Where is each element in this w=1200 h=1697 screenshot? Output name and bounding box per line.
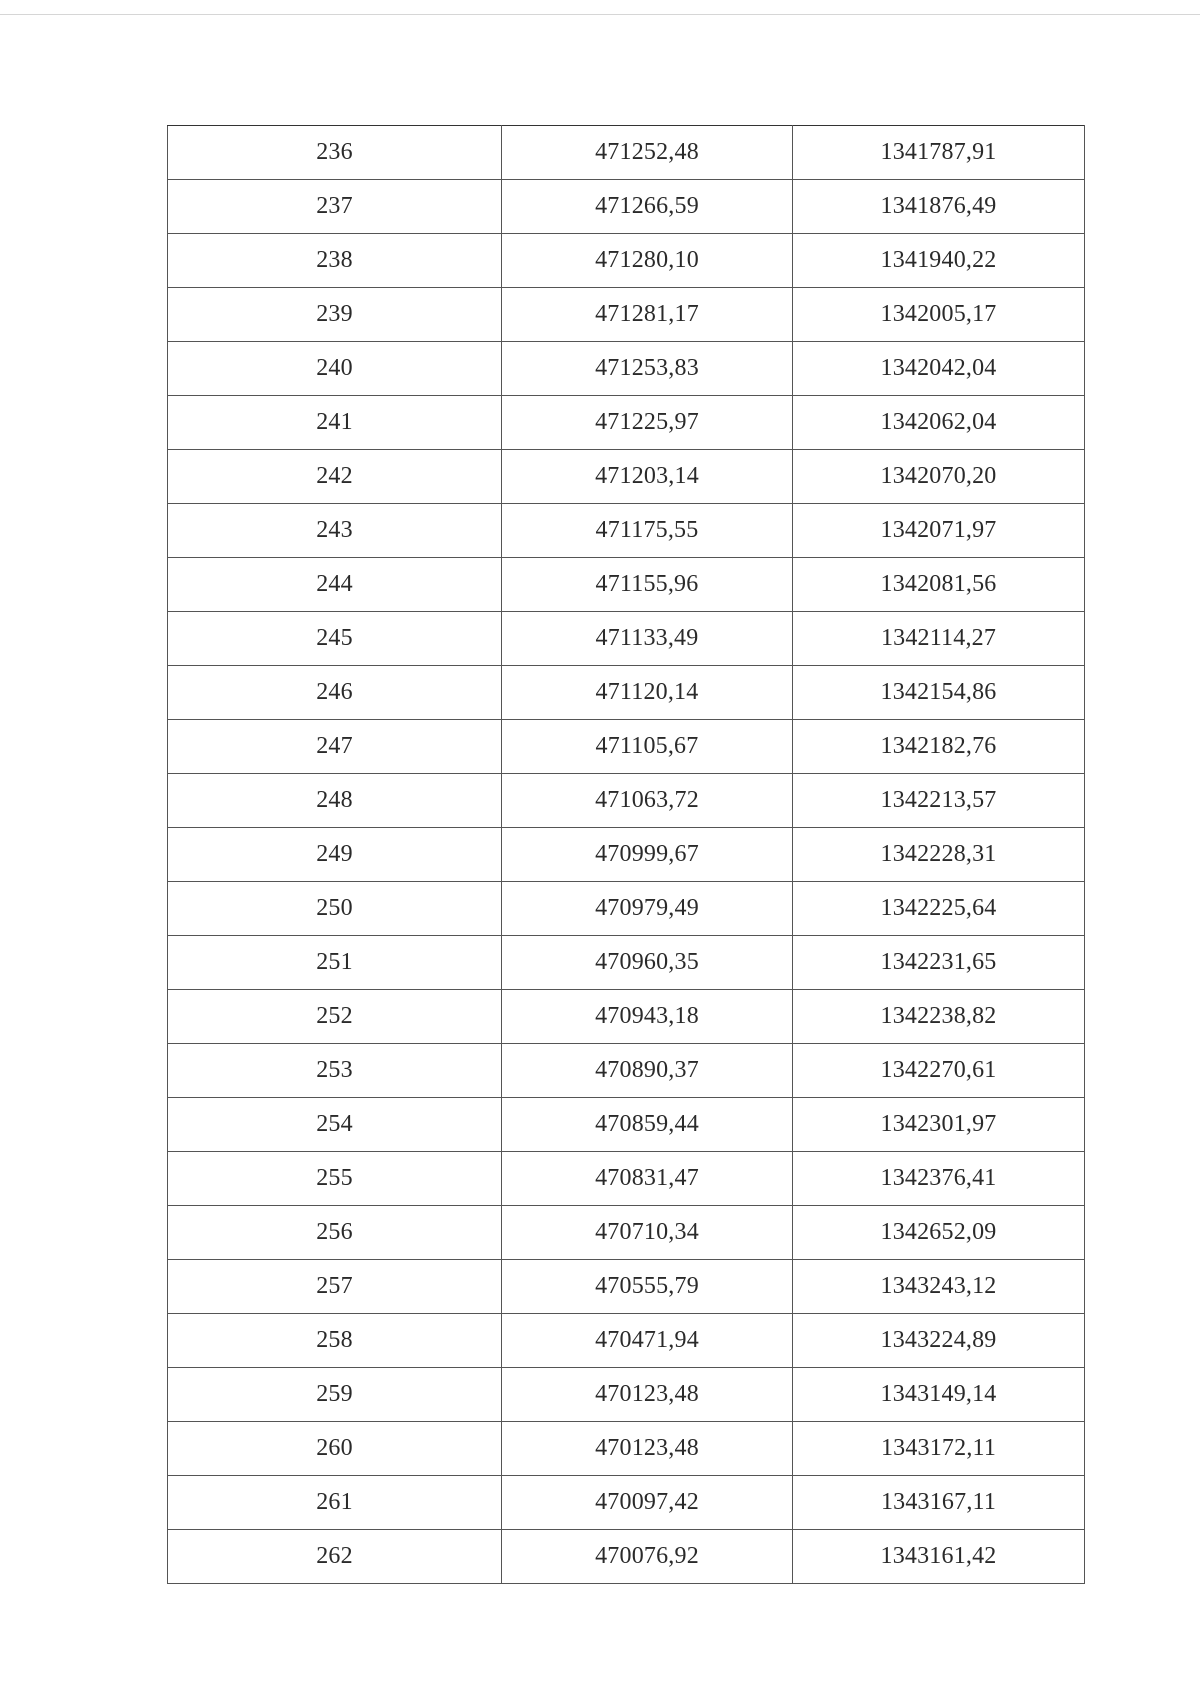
y-coordinate-cell: 1342213,57 [793, 774, 1085, 828]
y-coordinate-cell: 1342182,76 [793, 720, 1085, 774]
x-coordinate-cell: 471133,49 [502, 612, 793, 666]
table-row [168, 1530, 1085, 1584]
point-number-cell: 248 [168, 774, 502, 828]
point-number-cell: 237 [168, 180, 502, 234]
point-number-cell: 257 [168, 1260, 502, 1314]
x-coordinate-cell: 471266,59 [502, 180, 793, 234]
table-row [168, 990, 1085, 1044]
y-coordinate-cell: 1342231,65 [793, 936, 1085, 990]
table-row [168, 1152, 1085, 1206]
point-number-cell: 250 [168, 882, 502, 936]
table-row [168, 1314, 1085, 1368]
x-coordinate-cell: 470076,92 [502, 1530, 793, 1584]
y-coordinate-cell: 1341940,22 [793, 234, 1085, 288]
table-row [168, 558, 1085, 612]
coordinates-table-body [168, 126, 1085, 1584]
y-coordinate-cell: 1342081,56 [793, 558, 1085, 612]
x-coordinate-cell: 470979,49 [502, 882, 793, 936]
x-coordinate-cell: 470555,79 [502, 1260, 793, 1314]
x-coordinate-cell: 471252,48 [502, 126, 793, 180]
x-coordinate-cell: 471203,14 [502, 450, 793, 504]
table-row [168, 882, 1085, 936]
point-number-cell: 241 [168, 396, 502, 450]
table-row [168, 1422, 1085, 1476]
table-row [168, 1044, 1085, 1098]
table-row [168, 1098, 1085, 1152]
point-number-cell: 262 [168, 1530, 502, 1584]
point-number-cell: 253 [168, 1044, 502, 1098]
table-row [168, 936, 1085, 990]
point-number-cell: 258 [168, 1314, 502, 1368]
y-coordinate-cell: 1342005,17 [793, 288, 1085, 342]
table-row [168, 126, 1085, 180]
table-row [168, 504, 1085, 558]
point-number-cell: 254 [168, 1098, 502, 1152]
y-coordinate-cell: 1343167,11 [793, 1476, 1085, 1530]
y-coordinate-cell: 1343172,11 [793, 1422, 1085, 1476]
y-coordinate-cell: 1342270,61 [793, 1044, 1085, 1098]
point-number-cell: 259 [168, 1368, 502, 1422]
x-coordinate-cell: 470859,44 [502, 1098, 793, 1152]
y-coordinate-cell: 1342652,09 [793, 1206, 1085, 1260]
x-coordinate-cell: 470097,42 [502, 1476, 793, 1530]
point-number-cell: 256 [168, 1206, 502, 1260]
point-number-cell: 245 [168, 612, 502, 666]
table-row [168, 180, 1085, 234]
y-coordinate-cell: 1342238,82 [793, 990, 1085, 1044]
x-coordinate-cell: 470890,37 [502, 1044, 793, 1098]
y-coordinate-cell: 1342062,04 [793, 396, 1085, 450]
point-number-cell: 246 [168, 666, 502, 720]
point-number-cell: 249 [168, 828, 502, 882]
x-coordinate-cell: 471063,72 [502, 774, 793, 828]
point-number-cell: 251 [168, 936, 502, 990]
x-coordinate-cell: 470999,67 [502, 828, 793, 882]
coordinates-table [167, 125, 1085, 1584]
table-row [168, 1476, 1085, 1530]
x-coordinate-cell: 471253,83 [502, 342, 793, 396]
table-row [168, 234, 1085, 288]
x-coordinate-cell: 471155,96 [502, 558, 793, 612]
table-row [168, 450, 1085, 504]
point-number-cell: 252 [168, 990, 502, 1044]
x-coordinate-cell: 470123,48 [502, 1368, 793, 1422]
point-number-cell: 260 [168, 1422, 502, 1476]
point-number-cell: 240 [168, 342, 502, 396]
x-coordinate-cell: 470471,94 [502, 1314, 793, 1368]
y-coordinate-cell: 1342042,04 [793, 342, 1085, 396]
x-coordinate-cell: 471175,55 [502, 504, 793, 558]
y-coordinate-cell: 1342225,64 [793, 882, 1085, 936]
y-coordinate-cell: 1342070,20 [793, 450, 1085, 504]
table-row [168, 396, 1085, 450]
x-coordinate-cell: 470943,18 [502, 990, 793, 1044]
point-number-cell: 239 [168, 288, 502, 342]
point-number-cell: 242 [168, 450, 502, 504]
point-number-cell: 238 [168, 234, 502, 288]
x-coordinate-cell: 471105,67 [502, 720, 793, 774]
table-row [168, 288, 1085, 342]
y-coordinate-cell: 1341876,49 [793, 180, 1085, 234]
table-row [168, 720, 1085, 774]
point-number-cell: 255 [168, 1152, 502, 1206]
x-coordinate-cell: 471281,17 [502, 288, 793, 342]
y-coordinate-cell: 1343243,12 [793, 1260, 1085, 1314]
y-coordinate-cell: 1342376,41 [793, 1152, 1085, 1206]
y-coordinate-cell: 1343224,89 [793, 1314, 1085, 1368]
x-coordinate-cell: 471120,14 [502, 666, 793, 720]
point-number-cell: 236 [168, 126, 502, 180]
y-coordinate-cell: 1342071,97 [793, 504, 1085, 558]
y-coordinate-cell: 1341787,91 [793, 126, 1085, 180]
table-row [168, 774, 1085, 828]
y-coordinate-cell: 1343161,42 [793, 1530, 1085, 1584]
table-row [168, 342, 1085, 396]
table-row [168, 612, 1085, 666]
table-row [168, 1368, 1085, 1422]
point-number-cell: 244 [168, 558, 502, 612]
page-top-rule [0, 14, 1200, 15]
x-coordinate-cell: 471225,97 [502, 396, 793, 450]
point-number-cell: 243 [168, 504, 502, 558]
y-coordinate-cell: 1342301,97 [793, 1098, 1085, 1152]
table-row [168, 666, 1085, 720]
table-row [168, 1206, 1085, 1260]
point-number-cell: 261 [168, 1476, 502, 1530]
x-coordinate-cell: 471280,10 [502, 234, 793, 288]
x-coordinate-cell: 470123,48 [502, 1422, 793, 1476]
y-coordinate-cell: 1342114,27 [793, 612, 1085, 666]
y-coordinate-cell: 1342228,31 [793, 828, 1085, 882]
point-number-cell: 247 [168, 720, 502, 774]
table-row [168, 828, 1085, 882]
x-coordinate-cell: 470831,47 [502, 1152, 793, 1206]
x-coordinate-cell: 470960,35 [502, 936, 793, 990]
table-row [168, 1260, 1085, 1314]
y-coordinate-cell: 1343149,14 [793, 1368, 1085, 1422]
y-coordinate-cell: 1342154,86 [793, 666, 1085, 720]
x-coordinate-cell: 470710,34 [502, 1206, 793, 1260]
